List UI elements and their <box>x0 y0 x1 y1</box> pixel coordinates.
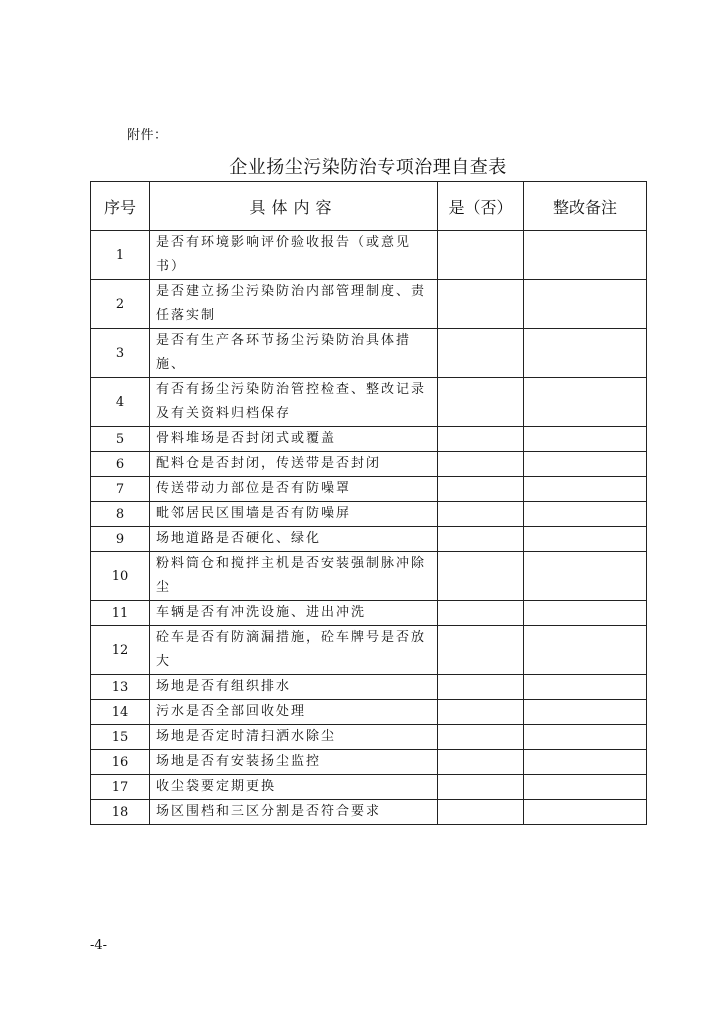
remarks-cell[interactable] <box>524 552 647 601</box>
table-row <box>91 280 647 329</box>
row-number: 2 <box>91 280 150 329</box>
table-row <box>91 477 647 502</box>
row-number: 3 <box>91 329 150 378</box>
yes-no-cell[interactable] <box>438 601 524 626</box>
remarks-cell[interactable] <box>524 452 647 477</box>
yes-no-cell[interactable] <box>438 700 524 725</box>
table-row <box>91 626 647 675</box>
row-number: 7 <box>91 477 150 502</box>
row-content: 场地是否有组织排水 <box>150 675 438 700</box>
attachment-label: 附件： <box>127 128 168 143</box>
yes-no-cell[interactable] <box>438 280 524 329</box>
table-row <box>91 750 647 775</box>
yes-no-cell[interactable] <box>438 427 524 452</box>
row-number: 11 <box>91 601 150 626</box>
remarks-cell[interactable] <box>524 675 647 700</box>
page-number: -4- <box>90 938 108 953</box>
row-number: 13 <box>91 675 150 700</box>
remarks-cell[interactable] <box>524 527 647 552</box>
yes-no-cell[interactable] <box>438 502 524 527</box>
remarks-cell[interactable] <box>524 427 647 452</box>
remarks-cell[interactable] <box>524 725 647 750</box>
remarks-cell[interactable] <box>524 700 647 725</box>
header-content: 具体内容 <box>150 182 438 231</box>
yes-no-cell[interactable] <box>438 775 524 800</box>
remarks-cell[interactable] <box>524 280 647 329</box>
remarks-cell[interactable] <box>524 378 647 427</box>
row-content: 场地道路是否硬化、绿化 <box>150 527 438 552</box>
remarks-cell[interactable] <box>524 502 647 527</box>
remarks-cell[interactable] <box>524 775 647 800</box>
row-content: 场地是否有安装扬尘监控 <box>150 750 438 775</box>
remarks-cell[interactable] <box>524 626 647 675</box>
row-number: 10 <box>91 552 150 601</box>
row-content: 是否有生产各环节扬尘污染防治具体措施、 <box>150 329 438 378</box>
remarks-cell[interactable] <box>524 477 647 502</box>
yes-no-cell[interactable] <box>438 477 524 502</box>
row-content: 毗邻居民区围墙是否有防噪屏 <box>150 502 438 527</box>
row-number: 9 <box>91 527 150 552</box>
remarks-cell[interactable] <box>524 800 647 825</box>
row-content: 砼车是否有防滴漏措施，砼车牌号是否放大 <box>150 626 438 675</box>
yes-no-cell[interactable] <box>438 552 524 601</box>
row-number: 16 <box>91 750 150 775</box>
header-yes-no: 是（否） <box>438 182 524 231</box>
row-number: 17 <box>91 775 150 800</box>
remarks-cell[interactable] <box>524 231 647 280</box>
table-row <box>91 700 647 725</box>
row-content: 传送带动力部位是否有防噪罩 <box>150 477 438 502</box>
row-number: 14 <box>91 700 150 725</box>
table-row <box>91 452 647 477</box>
row-number: 4 <box>91 378 150 427</box>
table-row <box>91 329 647 378</box>
header-index: 序号 <box>91 182 150 231</box>
yes-no-cell[interactable] <box>438 329 524 378</box>
remarks-cell[interactable] <box>524 750 647 775</box>
row-content: 粉料筒仓和搅拌主机是否安装强制脉冲除尘 <box>150 552 438 601</box>
row-content: 场区围档和三区分割是否符合要求 <box>150 800 438 825</box>
row-content: 骨料堆场是否封闭式或覆盖 <box>150 427 438 452</box>
row-number: 12 <box>91 626 150 675</box>
row-number: 8 <box>91 502 150 527</box>
yes-no-cell[interactable] <box>438 231 524 280</box>
yes-no-cell[interactable] <box>438 527 524 552</box>
header-remarks: 整改备注 <box>524 182 647 231</box>
row-number: 18 <box>91 800 150 825</box>
row-number: 15 <box>91 725 150 750</box>
document-title: 企业扬尘污染防治专项治理自查表 <box>229 157 507 178</box>
row-content: 配料仓是否封闭，传送带是否封闭 <box>150 452 438 477</box>
table-row <box>91 502 647 527</box>
table-header-row <box>91 182 647 231</box>
self-inspection-table <box>90 181 647 825</box>
table-row <box>91 675 647 700</box>
row-content: 有否有扬尘污染防治管控检查、整改记录及有关资料归档保存 <box>150 378 438 427</box>
table-row <box>91 775 647 800</box>
row-content: 场地是否定时清扫洒水除尘 <box>150 725 438 750</box>
remarks-cell[interactable] <box>524 329 647 378</box>
table-row <box>91 427 647 452</box>
row-content: 车辆是否有冲洗设施、进出冲洗 <box>150 601 438 626</box>
table-row <box>91 378 647 427</box>
remarks-cell[interactable] <box>524 601 647 626</box>
row-content: 是否有环境影响评价验收报告（或意见书） <box>150 231 438 280</box>
table-row <box>91 601 647 626</box>
yes-no-cell[interactable] <box>438 675 524 700</box>
row-content: 污水是否全部回收处理 <box>150 700 438 725</box>
yes-no-cell[interactable] <box>438 750 524 775</box>
yes-no-cell[interactable] <box>438 626 524 675</box>
row-content: 是否建立扬尘污染防治内部管理制度、责任落实制 <box>150 280 438 329</box>
yes-no-cell[interactable] <box>438 725 524 750</box>
row-number: 6 <box>91 452 150 477</box>
table-row <box>91 552 647 601</box>
yes-no-cell[interactable] <box>438 452 524 477</box>
yes-no-cell[interactable] <box>438 800 524 825</box>
table-row <box>91 231 647 280</box>
yes-no-cell[interactable] <box>438 378 524 427</box>
table-row <box>91 725 647 750</box>
table-row <box>91 527 647 552</box>
row-number: 5 <box>91 427 150 452</box>
row-number: 1 <box>91 231 150 280</box>
table-row <box>91 800 647 825</box>
row-content: 收尘袋要定期更换 <box>150 775 438 800</box>
